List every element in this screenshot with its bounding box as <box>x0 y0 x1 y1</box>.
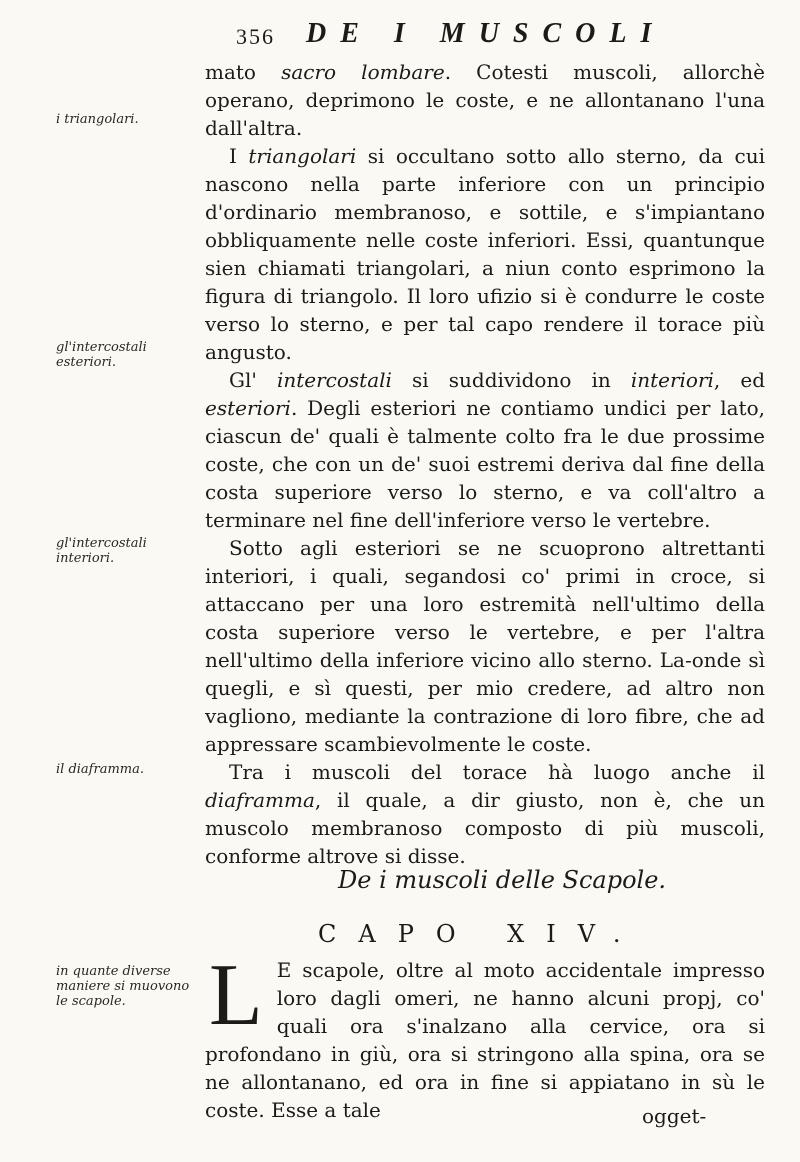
margin-note-triangolari: i triangolari. <box>56 112 139 127</box>
chapter-text <box>205 947 765 1124</box>
page-header <box>236 18 756 58</box>
margin-note-intercostali-interiori: gl'intercostali interiori. <box>56 536 147 566</box>
main-text <box>205 58 765 870</box>
chapter-paragraph: E scapole, oltre al moto accidentale impresso loro dagli omeri, ne hanno alcuni propj, co' quali ora s'inalzano alla cervice, ora si profondano in giù, ora si stringono alla spina, ora se ne allontanano, ed ora in fine si appiatano in sù le coste. Esse a tale <box>205 958 765 1122</box>
paragraph-1: mato sacro lombare. Cotesti muscoli, allorchè operano, deprimono le coste, e ne allontanano l'una dall'altra. <box>205 60 766 140</box>
drop-cap: L <box>209 947 263 1044</box>
chapter-heading: CAPO XIV. <box>318 920 643 948</box>
margin-note-diaframma: il diaframma. <box>56 762 144 777</box>
page-number: 356 <box>236 24 275 49</box>
running-title: DE I MUSCOLI <box>306 18 666 49</box>
margin-note-intercostali-esteriori: gl'intercostali esteriori. <box>56 340 147 370</box>
catchword: ogget- <box>642 1104 707 1128</box>
paragraph-diaframma: Tra i muscoli del torace hà luogo anche il diaframma, il quale, a dir giusto, non è, che un muscolo membranoso composto di più muscoli, conforme altrove si disse. <box>205 760 765 868</box>
paragraph-intercostali: Gl' intercostali si suddividono in interiori, ed esteriori. Degli esteriori ne contiamo undici per lato, ciascun de' quali è talmente colto fra le due prossime coste, che con un de' suoi estremi deriva dal fine della costa superiore verso lo sterno, e va coll'altro a terminare nel fine dell'inferiore verso le vertebre. <box>205 368 765 532</box>
paragraph-triangolari: I triangolari si occultano sotto allo sterno, da cui nascono nella parte inferiore con un principio d'ordinario membranoso, e sottile, e s'impiantano obbliquamente nelle coste inferiori. Essi, quantunque sien chiamati triangolari, a niun conto esprimono la figura di triangolo. Il loro ufizio si è condurre le coste verso lo sterno, e per tal capo rendere il torace più angusto. <box>205 144 765 364</box>
margin-note-scapole: in quante diverse maniere si muovono le scapole. <box>56 964 190 1009</box>
section-subtitle: De i muscoli delle Scapole. <box>338 866 667 894</box>
paragraph-interiori: Sotto agli esteriori se ne scuoprono altrettanti interiori, i quali, segandosi co' primi in croce, si attaccano per una loro estremità nell'ultimo della costa superiore verso le vertebre, e per l'altra nell'ultimo della inferiore vicino allo sterno. La-onde sì quegli, e sì questi, per mio credere, ad altro non vagliono, mediante la contrazione di loro fibre, che ad appressare scambievolmente le coste. <box>205 536 765 756</box>
